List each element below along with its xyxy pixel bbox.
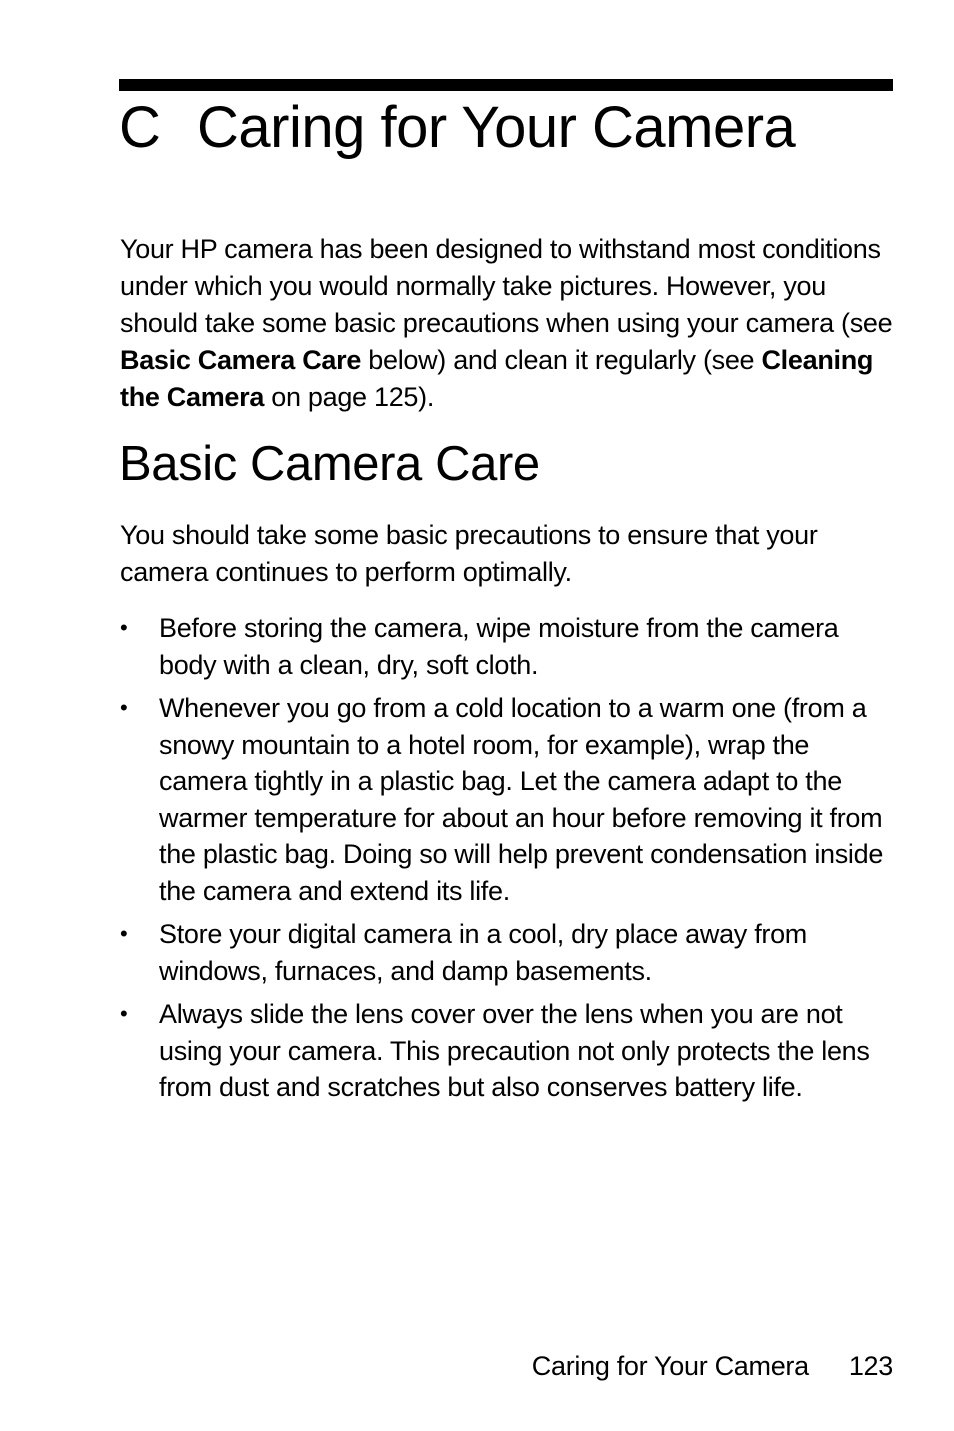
intro-text-1: Your HP camera has been designed to withstand most conditions under which you would normally take pictures. However, you should take some basic precautions when using your camera (see: [120, 234, 893, 338]
footer-running-title: Caring for Your Camera: [531, 1351, 809, 1381]
list-item-text: Whenever you go from a cold location to a warm one (from a snowy mountain to a hotel room, for example), wrap the camera tightly in a plastic bag. Let the camera adapt to the warmer temperature for about an hour before removing it from the plastic bag. Doing so will help prevent condensation inside the camera and extend its life.: [159, 693, 884, 906]
list-item: [120, 916, 895, 989]
bullet-icon: •: [120, 1001, 128, 1026]
chapter-letter: C: [119, 95, 161, 160]
bullet-icon: •: [120, 695, 128, 720]
chapter-rule: [119, 79, 893, 91]
list-item-text: Store your digital camera in a cool, dry place away from windows, furnaces, and damp basements.: [159, 919, 807, 986]
basic-camera-care-link[interactable]: Basic Camera Care: [120, 345, 362, 375]
bullet-icon: •: [120, 921, 128, 946]
section-lead-paragraph: You should take some basic precautions to ensure that your camera continues to perform optimally.: [120, 520, 818, 587]
section-heading: Basic Camera Care: [119, 437, 540, 491]
list-item-text: Before storing the camera, wipe moisture from the camera body with a clean, dry, soft cloth.: [159, 613, 839, 680]
precautions-list: [120, 610, 895, 1113]
chapter-title-text: Caring for Your Camera: [197, 95, 796, 160]
page-footer: [500, 1348, 893, 1384]
cleaning-the-camera-link[interactable]: Cleaning the Camera: [120, 345, 874, 412]
intro-paragraph: [120, 231, 895, 416]
list-item-text: Always slide the lens cover over the lens when you are not using your camera. This precaution not only protects the lens from dust and scratches but also conserves battery life.: [159, 999, 870, 1102]
list-item: [120, 610, 895, 683]
list-item: [120, 996, 895, 1106]
intro-text-2: below) and clean it regularly (see: [361, 345, 762, 375]
intro-text-3: on page 125).: [264, 382, 435, 412]
page-number: 123: [848, 1351, 893, 1381]
chapter-title: [119, 92, 795, 164]
list-item: [120, 690, 895, 909]
bullet-icon: •: [120, 615, 128, 640]
